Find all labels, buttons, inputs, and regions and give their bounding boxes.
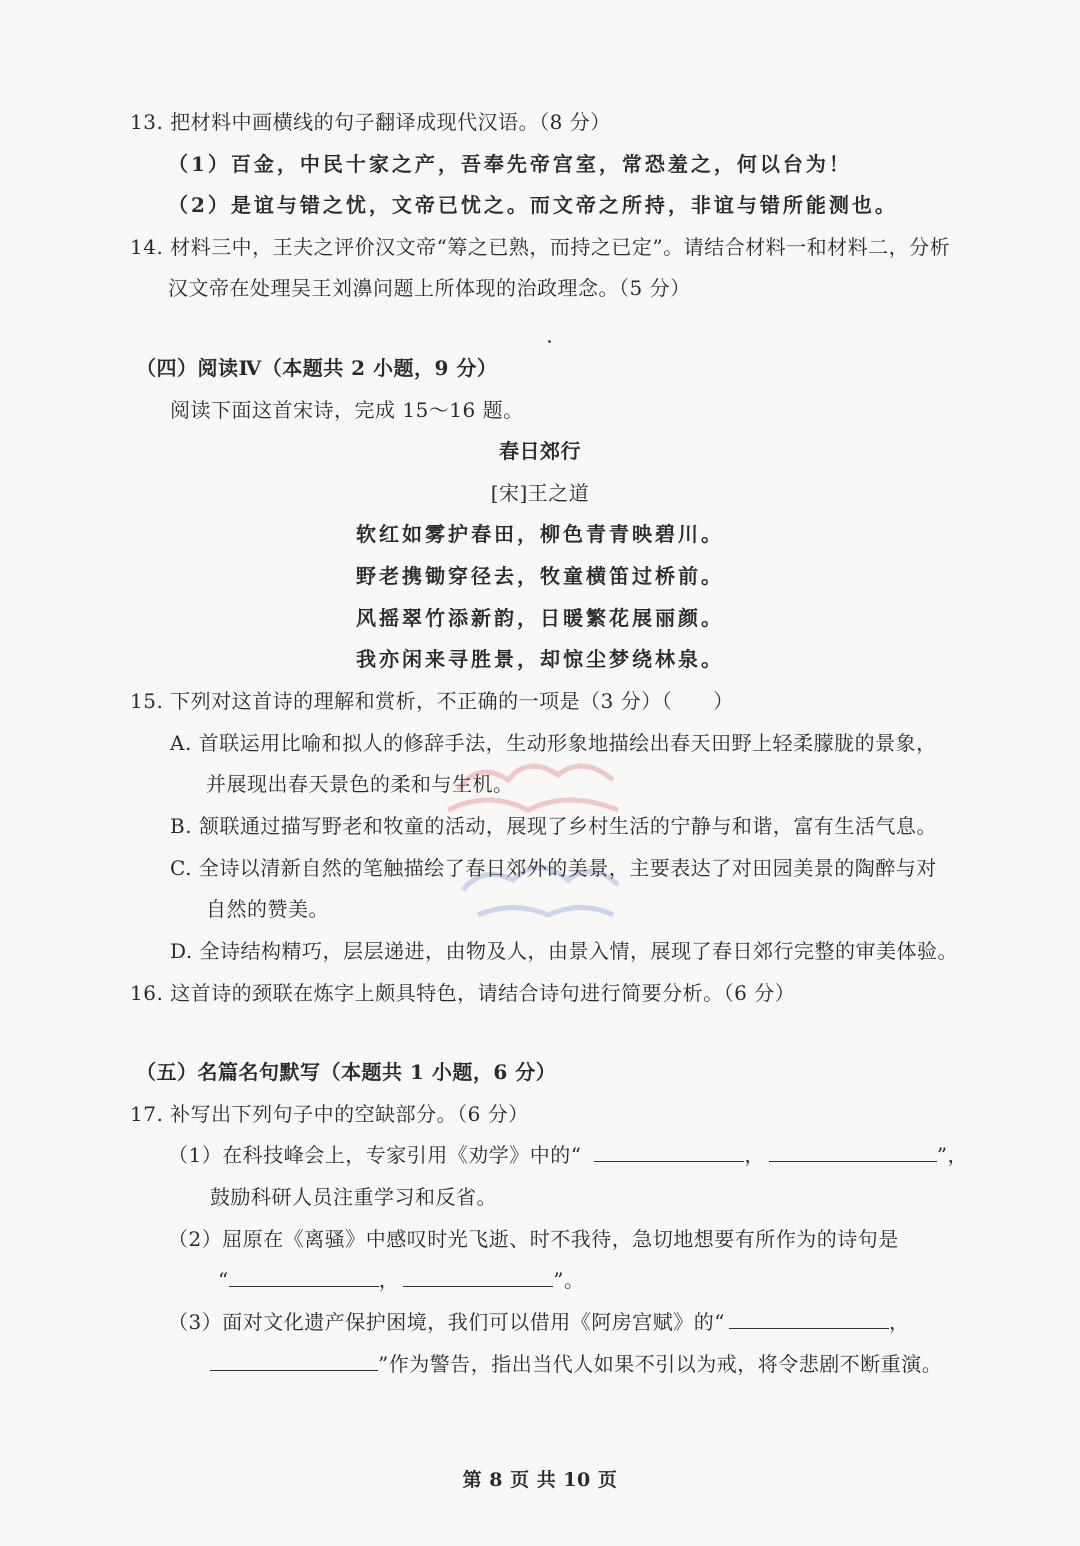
comma: ， [744,1143,765,1167]
q17-part-3-tail: ”作为警告，指出当代人如果不引以为戒，将令悲剧不断重演。 [378,1352,943,1376]
q14-line-2: 汉文帝在处理吴王刘濞问题上所体现的治政理念。（5 分） [168,276,691,300]
fill-blank-3a[interactable] [729,1308,889,1329]
quote-close: ”， [936,1143,969,1167]
scan-speck [548,340,551,343]
q13-sentence-2: （2）是谊与错之忧，文帝已忧之。而文帝之所持，非谊与错所能测也。 [168,193,898,217]
q15-option-c: C. 全诗以清新自然的笔触描绘了春日郊外的美景，主要表达了对田园美景的陶醉与对 [170,856,937,880]
q15-stem: 15. 下列对这首诗的理解和赏析，不正确的一项是（3 分）（ ） [130,689,734,713]
fill-blank-3b[interactable] [210,1350,378,1371]
quote-open: “ [218,1268,229,1292]
page-footer: 第 8 页 共 10 页 [462,1469,618,1491]
section-5-heading: （五）名篇名句默写（本题共 1 小题，6 分） [136,1060,557,1084]
q15-option-c-cont: 自然的赞美。 [206,897,329,921]
q15-option-b: B. 颔联通过描写野老和牧童的活动，展现了乡村生活的宁静与和谐，富有生活气息。 [170,814,937,838]
q14-line-1: 14. 材料三中，王夫之评价汉文帝“筹之已熟，而持之已定”。请结合材料一和材料二，分析 [130,235,951,259]
fill-blank-1b[interactable] [769,1141,937,1162]
q17-part-1-cont: 鼓励科研人员注重学习和反省。 [210,1185,497,1209]
poem-title: 春日郊行 [499,439,581,463]
fill-blank-1a[interactable] [594,1141,744,1162]
q17-part-1 [168,1141,968,1169]
q13-sentence-1: （1）百金，中民十家之产，吾奉先帝宫室，常恐羞之，何以台为！ [168,152,852,176]
poem-author: [宋]王之道 [490,481,590,505]
fill-blank-2b[interactable] [403,1266,553,1287]
q17-part-2-blanks [218,1266,584,1294]
q17-part-3 [168,1308,909,1336]
comma: ， [378,1268,400,1292]
comma: ， [888,1310,910,1334]
quote-close: ”。 [553,1268,585,1292]
q17-part-2: （2）屈原在《离骚》中感叹时光飞逝、时不我待，急切地想要有所作为的诗句是 [168,1227,899,1251]
poem-line: 软红如雾护春田，柳色青青映碧川。 [356,522,724,546]
section-4-intro: 阅读下面这首宋诗，完成 15～16 题。 [170,398,524,422]
q15-option-d: D. 全诗结构精巧，层层递进，由物及人，由景入情，展现了春日郊行完整的审美体验。 [170,939,959,963]
q17-part-3-text: （3）面对文化遗产保护困境，我们可以借用《阿房宫赋》的“ [168,1310,725,1334]
poem-line: 我亦闲来寻胜景，却惊尘梦绕林泉。 [356,647,724,671]
fill-blank-2a[interactable] [229,1266,379,1287]
q17-part-1-text: （1）在科技峰会上，专家引用《劝学》中的“ [168,1143,582,1167]
q17-part-3-cont [210,1350,942,1378]
q13-stem: 13. 把材料中画横线的句子翻译成现代汉语。（8 分） [130,110,611,134]
q16-stem: 16. 这首诗的颈联在炼字上颇具特色，请结合诗句进行简要分析。（6 分） [130,981,796,1005]
q15-option-a-cont: 并展现出春天景色的柔和与生机。 [206,772,514,796]
q15-option-a: A. 首联运用比喻和拟人的修辞手法，生动形象地描绘出春天田野上轻柔朦胧的景象， [170,731,937,755]
q17-stem: 17. 补写出下列句子中的空缺部分。（6 分） [130,1102,529,1126]
poem-line: 风摇翠竹添新韵，日暖繁花展丽颜。 [356,606,724,630]
section-4-heading: （四）阅读Ⅳ（本题共 2 小题，9 分） [136,356,498,380]
poem-line: 野老携锄穿径去，牧童横笛过桥前。 [356,564,724,588]
